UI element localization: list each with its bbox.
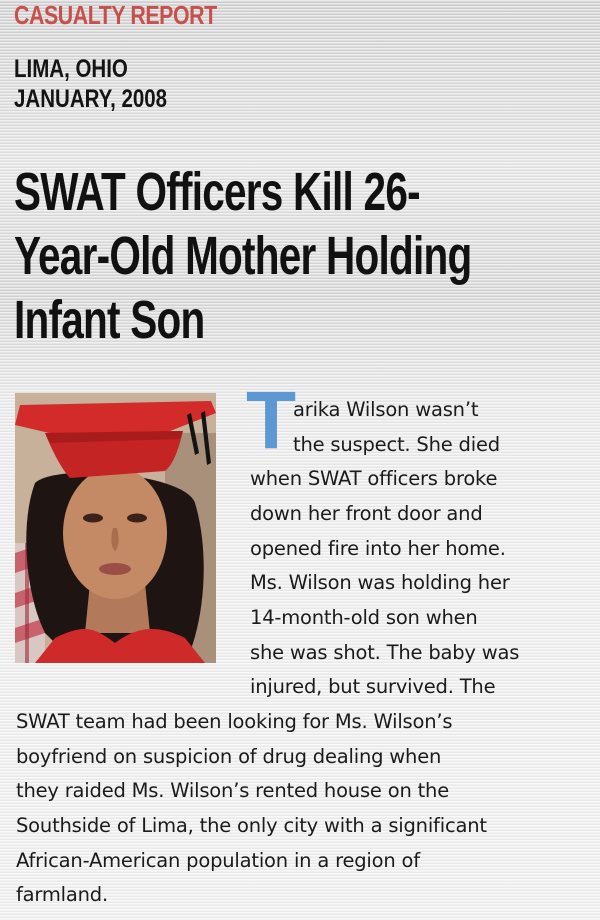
article-line: African-American population in a region of [16, 849, 420, 872]
article-line: injured, but survived. The [250, 675, 496, 698]
article-line: boyfriend on suspicion of drug dealing when [16, 745, 442, 768]
article-line: Southside of Lima, the only city with a significant [16, 814, 487, 837]
article-line: opened fire into her home. [250, 537, 506, 560]
article-line: she was shot. The baby was [250, 641, 520, 664]
article-line: SWAT team had been looking for Ms. Wilson’s [16, 710, 453, 733]
article-line: arika Wilson wasn’t [293, 398, 479, 421]
article-line: down her front door and [250, 502, 483, 525]
headline-line: Infant Son [14, 290, 205, 350]
dateline [14, 54, 167, 114]
drop-cap: T [246, 375, 297, 466]
header-band [0, 0, 600, 360]
article-line: 14-month-old son when [250, 606, 478, 629]
headline-line: SWAT Officers Kill 26- [14, 162, 420, 222]
portrait-photo [15, 393, 216, 663]
portrait-photo-graduation-cap-icon [15, 393, 216, 663]
dateline-location: LIMA, OHIO [14, 55, 128, 83]
section-kicker: CASUALTY REPORT [14, 0, 217, 30]
headline-line: Year-Old Mother Holding [14, 226, 472, 286]
dateline-date: JANUARY, 2008 [14, 85, 168, 113]
article-line: Ms. Wilson was holding her [250, 571, 510, 594]
article-line: farmland. [16, 883, 108, 906]
article-line: the suspect. She died [293, 433, 500, 456]
headline [14, 160, 539, 352]
article-line: they raided Ms. Wilson’s rented house on the [16, 779, 450, 802]
article-line: when SWAT officers broke [250, 467, 498, 490]
